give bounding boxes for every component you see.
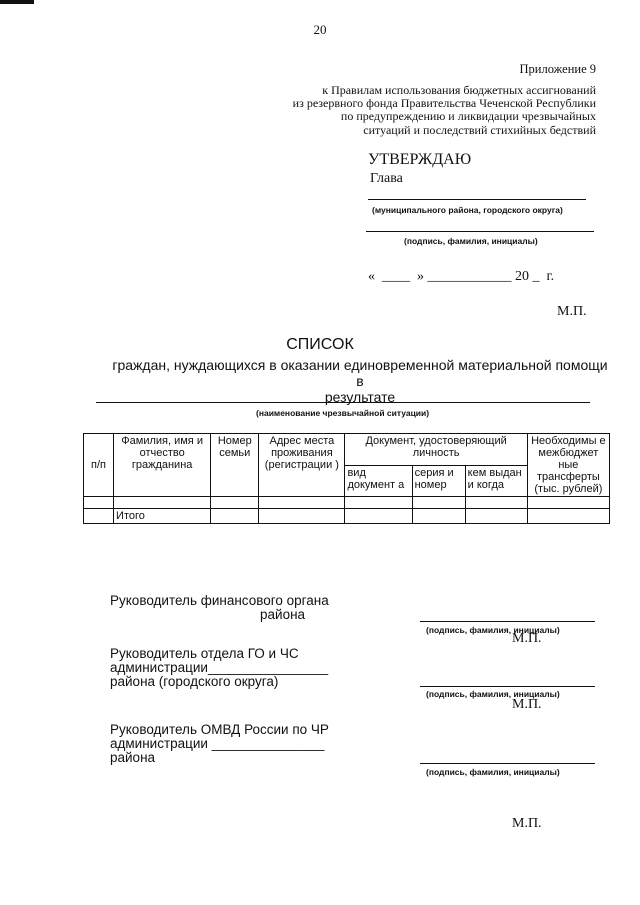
list-subtitle xyxy=(110,357,610,405)
table-cell xyxy=(211,497,259,509)
table-cell xyxy=(114,497,211,509)
table-cell xyxy=(465,497,527,509)
table-cell xyxy=(84,497,114,509)
annex-label: Приложение 9 xyxy=(519,62,596,76)
table-header-row xyxy=(84,434,610,466)
col-header-doc-series: серия и номер xyxy=(412,465,465,497)
col-header-doc-issued: кем выдан и когда xyxy=(465,465,527,497)
annex-reference xyxy=(293,84,596,137)
corner-mark xyxy=(0,0,34,4)
table-row xyxy=(84,497,610,509)
col-header-document: Документ, удостоверяющий личность xyxy=(345,434,527,466)
annex-line: из резервного фонда Правительства Чеченской Республики xyxy=(292,96,596,111)
approval-date: « ____ » ____________ 20 _ г. xyxy=(368,269,555,284)
table-cell xyxy=(84,509,114,524)
table-cell xyxy=(211,509,259,524)
emergency-name-line xyxy=(96,402,590,403)
signature-omvd-caption: (подпись, фамилия, инициалы) xyxy=(426,767,560,777)
list-subtitle-line: граждан, нуждающихся в оказании единовременной материальной помощи в xyxy=(112,357,608,389)
table-cell xyxy=(345,497,412,509)
annex-line: к Правилам использования бюджетных ассигнований xyxy=(322,83,596,97)
district-caption: (муниципального района, городского округа) xyxy=(372,205,563,215)
signature-omvd-line xyxy=(420,763,595,764)
signature-gochs-label: Руководитель отдела ГО и ЧС администрации________________ района (городского округа) xyxy=(110,646,329,689)
signature-finance-seal: М.П. xyxy=(512,631,542,646)
col-header-transfers: Необходимы е межбюджет ные трансферты (тыс. рублей) xyxy=(527,434,609,497)
list-subtitle-line: результате xyxy=(324,389,396,405)
approval-title: УТВЕРЖДАЮ xyxy=(368,151,472,168)
col-header-family: Номер семьи xyxy=(211,434,259,497)
table-cell xyxy=(527,509,609,524)
table-cell xyxy=(259,509,345,524)
table-total-row xyxy=(84,509,610,524)
signature-omvd-seal: М.П. xyxy=(512,816,542,831)
col-header-name: Фамилия, имя и отчество гражданина xyxy=(114,434,211,497)
col-header-address: Адрес места проживания (регистрации ) xyxy=(259,434,345,497)
table-cell xyxy=(345,509,412,524)
approval-seal: М.П. xyxy=(557,304,587,319)
approval-signature-line xyxy=(366,231,594,232)
signature-omvd-label: Руководитель ОМВД России по ЧР администрации _______________ района xyxy=(110,722,329,765)
list-title: СПИСОК xyxy=(286,336,354,353)
table-cell xyxy=(412,509,465,524)
signature-finance-caption: (подпись, фамилия, инициалы) xyxy=(426,625,560,635)
emergency-name-caption: (наименование чрезвычайной ситуации) xyxy=(256,408,430,418)
col-header-number: п/п xyxy=(84,434,114,497)
approval-signature-caption: (подпись, фамилия, инициалы) xyxy=(404,236,538,246)
total-label: Итого xyxy=(114,509,211,524)
signature-gochs-line xyxy=(420,686,595,687)
signature-gochs-seal: М.П. xyxy=(512,697,542,712)
page-number: 20 xyxy=(313,22,327,37)
signature-gochs-caption: (подпись, фамилия, инициалы) xyxy=(426,689,560,699)
table-cell xyxy=(465,509,527,524)
annex-line: по предупреждению и ликвидации чрезвычайных xyxy=(340,109,596,124)
annex-line: ситуаций и последствий стихийных бедствий xyxy=(363,122,596,137)
table-cell xyxy=(259,497,345,509)
citizens-table xyxy=(83,433,610,524)
col-header-doc-type: вид документ а xyxy=(345,465,412,497)
district-line xyxy=(368,199,586,200)
approval-role: Глава xyxy=(370,171,403,186)
signature-finance-label: Руководитель финансового органа района xyxy=(110,593,329,622)
signature-finance-line xyxy=(420,621,595,622)
table-cell xyxy=(412,497,465,509)
table-cell xyxy=(527,497,609,509)
